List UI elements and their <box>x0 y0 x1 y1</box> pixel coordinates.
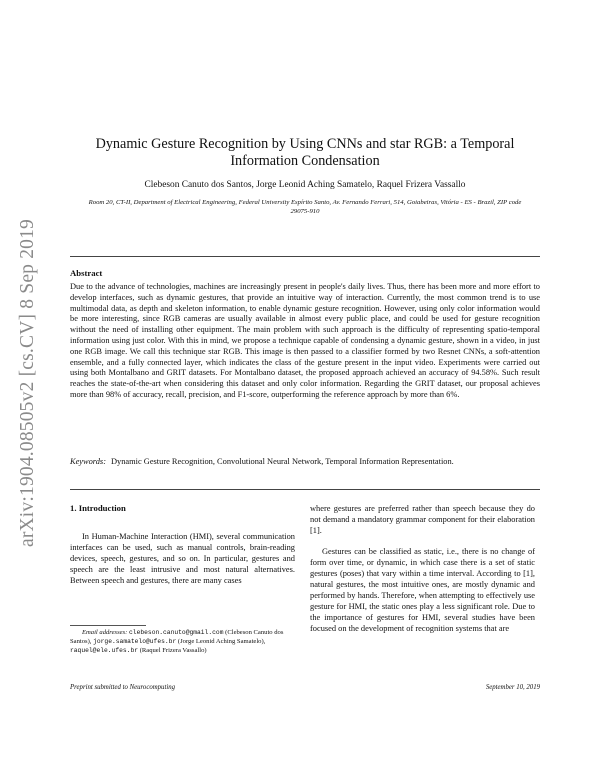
right-column <box>310 503 535 644</box>
arxiv-id: arXiv:1904.08505v2 [cs.CV] 8 Sep 2019 <box>17 218 39 548</box>
intro-paragraph-2: where gestures are preferred rather than speech because they do not demand a mandatory grammar component for their elaboration [1]. <box>310 504 535 535</box>
footnote-rule <box>70 625 146 626</box>
email-link-2[interactable]: jorge.samatelo@ufes.br <box>93 638 177 645</box>
footnote-label: Email addresses: <box>82 629 128 636</box>
affiliation: Room 20, CT-II, Department of Electrical Engineering, Federal University Espírito Santo, Av. Fernando Ferrari, 514, Goiabeiras, Vitória - ES - Brazil, ZIP code 29075-910 <box>88 199 522 215</box>
email-owner-3: (Raquel Frizera Vassallo) <box>139 647 207 654</box>
section-heading-introduction: 1. Introduction <box>70 503 126 513</box>
author-list: Clebeson Canuto dos Santos, Jorge Leonid Aching Samatelo, Raquel Frizera Vassallo <box>144 180 466 190</box>
abstract-heading: Abstract <box>70 268 103 278</box>
footer-journal: Preprint submitted to Neurocomputing <box>70 684 176 691</box>
email-link-3[interactable]: raquel@ele.ufes.br <box>70 647 139 654</box>
paper-title: Dynamic Gesture Recognition by Using CNNs and star RGB: a Temporal Information Condensation <box>95 136 515 169</box>
footnote-emails <box>70 628 295 655</box>
intro-paragraph-1: In Human-Machine Interaction (HMI), several communication interfaces can be used, such as manual controls, brain-reading devices, speech, gestures, and so on. In particular, gestures and speech are the least intrusive and most natural alternatives. Between speech and gestures, there are many cases <box>70 532 295 585</box>
email-owner-2: (Jorge Leonid Aching Samatelo), <box>177 638 266 645</box>
left-column <box>70 503 295 596</box>
keywords-label: Keywords: <box>70 457 106 466</box>
arxiv-stamp <box>10 208 46 558</box>
email-link-1[interactable]: clebeson.canuto@gmail.com <box>129 629 224 636</box>
abstract-bottom-rule <box>70 489 540 490</box>
intro-paragraph-3: Gestures can be classified as static, i.e., there is no change of form over time, or dynamic, in which case there is a set of static gestures (poses) that vary within a time interval. According to [1], natural gestures, the most intuitive ones, are mostly dynamic and performed by hands. Therefore, when attempting to effectively use gesture for HMI, the static ones play a less significant role. Due to the importance of gestures for HMI, several studies have been focused on the development of recognition systems that are <box>310 547 535 633</box>
email-owner-1: (Clebeson Canuto dos Santos), <box>70 629 284 645</box>
abstract-text: Due to the advance of technologies, machines are increasingly present in people's daily lives. Thus, there has been more and more effort to develop interfaces, such as dynamic gestures, that provide an intuitive way of interaction. Currently, the most common trend is to use multimodal data, as depth and skeleton information, to enable dynamic gesture recognition. However, using only color information would be more interesting, since RGB cameras are usually available in almost every public place, and could be used for gesture recognition without the need of installing other equipment. The main problem with such approach is the difficulty of representing spatio-temporal information using just color. With this in mind, we propose a technique capable of condensing a dynamic gesture, shown in a video, in just one RGB image. We call this technique star RGB. This image is then passed to a classifier formed by two Resnet CNNs, a soft-attention ensemble, and a fully connected layer, which indicates the class of the gesture present in the input video. Experiments were carried out using both Montalbano and GRIT datasets. For Montalbano dataset, the proposed approach achieved an accuracy of 94.58%. Such result reaches the state-of-the-art when considering this dataset and only color information. Regarding the GRIT dataset, our proposal achieves more than 98% of accuracy, recall, precision, and F1-score, outperforming the reference approach by more than 6%. <box>70 282 540 399</box>
keywords <box>70 457 540 468</box>
keywords-text: Dynamic Gesture Recognition, Convolutional Neural Network, Temporal Information Representation. <box>110 457 454 466</box>
footer-date: September 10, 2019 <box>485 684 540 691</box>
abstract-top-rule <box>70 256 540 257</box>
